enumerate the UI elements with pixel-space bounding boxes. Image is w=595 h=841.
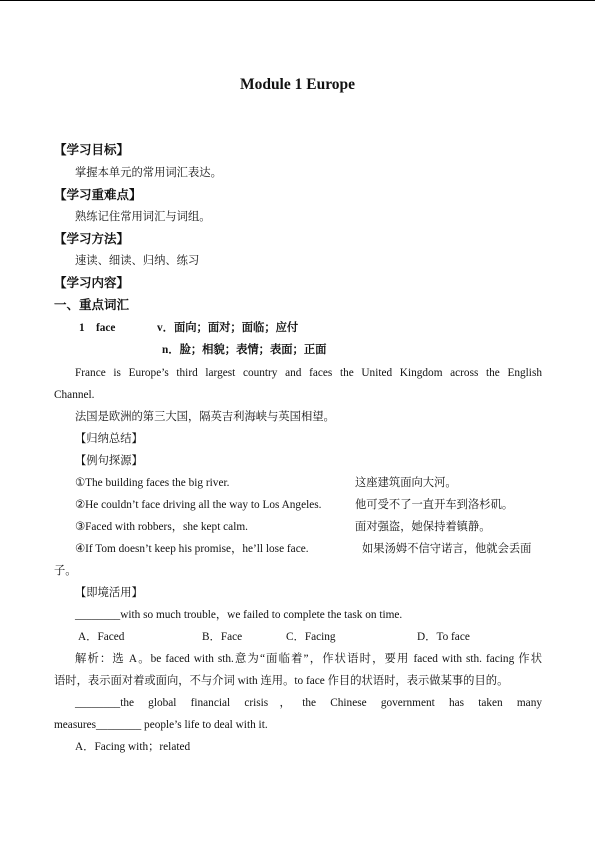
example-1-en: ①The building faces the big river. (75, 477, 230, 489)
q1-stem: ________with so much trouble，we failed to complete the task on time. (75, 609, 403, 621)
example-main-en-line1: France is Europe’s third largest country and faces the United Kingdom across the English (75, 367, 542, 379)
keypoints-text: 熟练记住常用词汇与词组。 (75, 211, 211, 223)
example-2-cn: 他可受不了一直开车到洛杉矶。 (355, 499, 514, 511)
example-1-cn: 这座建筑面向大河。 (355, 477, 457, 489)
vocab-heading: 一、重点词汇 (54, 298, 130, 312)
example-4-en: ④If Tom doesn’t keep his promise，he’ll lose face. (75, 543, 309, 555)
example-2-en: ②He couldn’t face driving all the way to Los Angeles. (75, 499, 322, 511)
entry-verb-sense: v．面向；面对；面临；应付 (157, 322, 299, 334)
top-border-line (0, 0, 595, 1)
q2-option-a: A．Facing with；related (75, 741, 191, 753)
methods-heading: 【学习方法】 (54, 232, 130, 246)
practice-label: 【即境活用】 (75, 587, 143, 599)
q1-option-a: A．Faced (78, 631, 125, 643)
q2-line2: measures________ people’s life to deal with it. (54, 719, 268, 731)
q1-analysis-line2: 语时，表示面对着或面向，不与介词 with 连用。to face 作目的状语时，表示做某事的目的。 (54, 675, 509, 687)
methods-text: 速读、细读、归纳、练习 (75, 255, 200, 267)
goals-text: 掌握本单元的常用词汇表达。 (75, 167, 222, 179)
entry-word: face (96, 322, 116, 334)
example-3-cn: 面对强盗，她保持着镇静。 (355, 521, 491, 533)
q1-option-b: B．Face (202, 631, 243, 643)
example-4-cn: 如果汤姆不信守诺言，他就会丢面 (362, 543, 532, 555)
explore-label: 【例句探源】 (75, 455, 143, 467)
entry-noun-sense: n．脸；相貌；表情；表面；正面 (162, 344, 327, 356)
content-heading: 【学习内容】 (54, 276, 130, 290)
q1-analysis-line1: 解析：选 A。be faced with sth.意为“面临着”，作状语时，要用 faced with sth. facing 作状 (75, 653, 542, 665)
example-3-en: ③Faced with robbers，she kept calm. (75, 521, 248, 533)
goals-heading: 【学习目标】 (54, 143, 130, 157)
q2-line1: ________the global financial crisis，the Chinese government has taken many (75, 697, 542, 709)
example-main-en-line2: Channel. (54, 389, 95, 401)
entry-number: 1 (79, 322, 85, 334)
example-main-cn: 法国是欧洲的第三大国，隔英吉利海峡与英国相望。 (75, 411, 335, 423)
q1-option-c: C．Facing (286, 631, 336, 643)
page-title: Module 1 Europe (239, 76, 356, 93)
example-4-wrap: 子。 (54, 565, 77, 577)
keypoints-heading: 【学习重难点】 (54, 188, 142, 202)
summary-label: 【归纳总结】 (75, 433, 143, 445)
q1-option-d: D．To face (417, 631, 470, 643)
